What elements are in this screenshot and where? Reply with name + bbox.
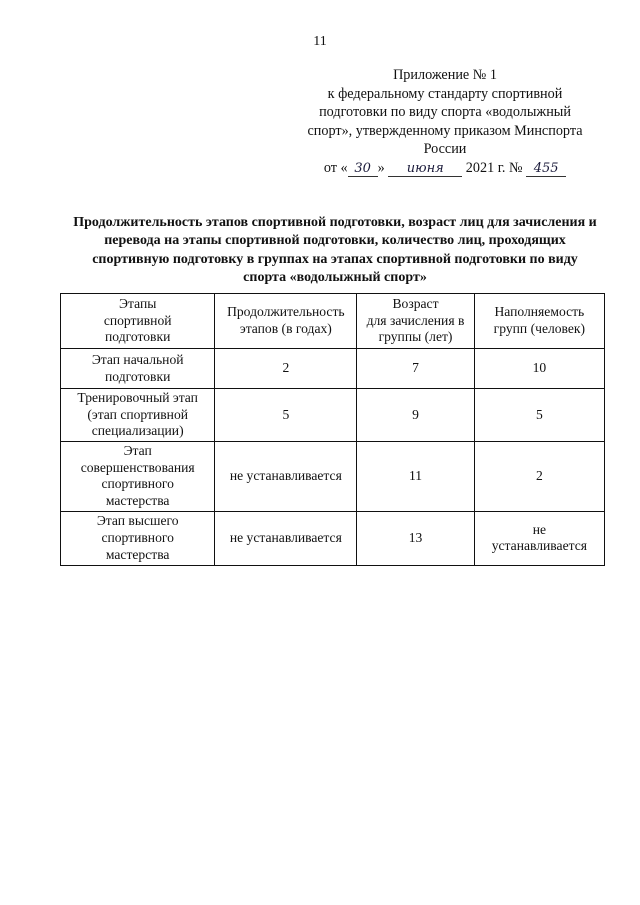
cell-group-size: 10: [474, 349, 604, 389]
cell-duration: 2: [215, 349, 357, 389]
appendix-line: к федеральному стандарту спортивной: [327, 85, 563, 102]
year-text: 2021 г. №: [465, 159, 523, 176]
cell-duration: не устанавливается: [215, 441, 357, 511]
cell-stage: Тренировочный этап (этап спортивной специализации): [61, 389, 215, 442]
header-duration: Продолжительность этапов (в годах): [215, 294, 357, 349]
cell-age: 13: [357, 511, 474, 565]
date-prefix: от «: [323, 159, 348, 176]
cell-stage: Этап совершенствования спортивного мастерства: [61, 441, 215, 511]
cell-group-size: не устанавливается: [474, 511, 604, 565]
cell-duration: 5: [215, 389, 357, 442]
appendix-block: [300, 66, 590, 178]
cell-stage: Этап высшего спортивного мастерства: [61, 511, 215, 565]
header-age: Возраст для зачисления в группы (лет): [357, 294, 474, 349]
quote-close: »: [377, 159, 385, 176]
appendix-line: Приложение № 1: [393, 67, 497, 83]
handwritten-order-number: 455: [526, 162, 566, 177]
stages-table: [60, 293, 605, 566]
header-group-size: Наполняемость групп (человек): [474, 294, 604, 349]
table-row: [61, 511, 605, 565]
page-number: 11: [313, 34, 327, 49]
cell-age: 11: [357, 441, 474, 511]
handwritten-day: 30: [348, 162, 378, 177]
table-row: [61, 441, 605, 511]
cell-group-size: 5: [474, 389, 604, 442]
document-heading: Продолжительность этапов спортивной подготовки, возраст лиц для зачисления и перевода на этапы спортивной подготовки, количество лиц, проходящих спортивную подготовку в группах на этапах спортивной подготовки по виду спорта «водолыжный спорт»: [73, 215, 597, 286]
table-header-row: [61, 294, 605, 349]
cell-group-size: 2: [474, 441, 604, 511]
appendix-line: России: [423, 141, 467, 158]
table-row: [61, 349, 605, 389]
appendix-line: спорт», утвержденному приказом Минспорта: [307, 122, 583, 139]
cell-stage: Этап начальной подготовки: [61, 349, 215, 389]
appendix-line: подготовки по виду спорта «водолыжный: [319, 104, 571, 121]
handwritten-month: июня: [388, 162, 462, 177]
header-stages: Этапы спортивной подготовки: [61, 294, 215, 349]
appendix-date-line: [300, 159, 590, 178]
cell-duration: не устанавливается: [215, 511, 357, 565]
cell-age: 7: [357, 349, 474, 389]
table-row: [61, 389, 605, 442]
cell-age: 9: [357, 389, 474, 442]
